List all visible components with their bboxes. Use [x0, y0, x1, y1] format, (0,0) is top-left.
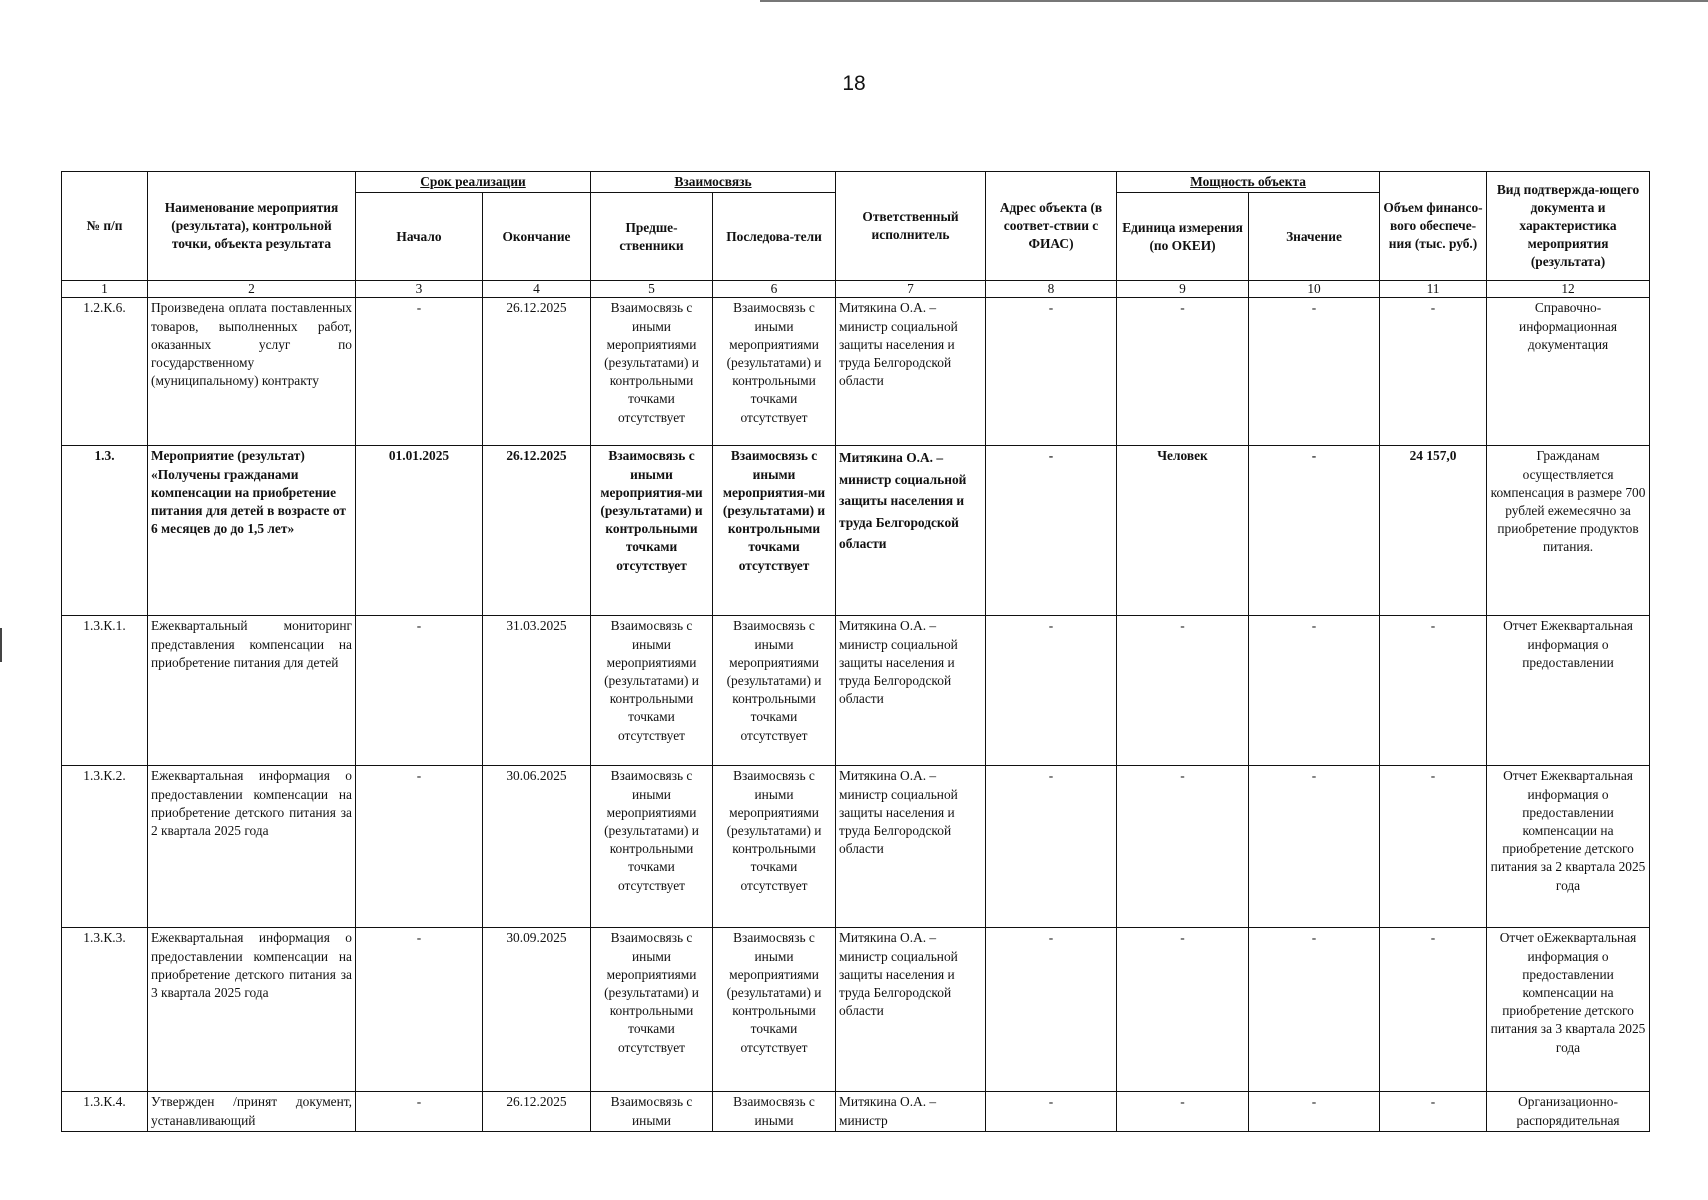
row-responsible: Митякина О.А. – министр социальной защиты населения и труда Белгородской области [836, 616, 986, 766]
page-number: 18 [842, 72, 866, 95]
column-number: 11 [1380, 281, 1487, 298]
row-successors: Взаимосвязь с иными мероприятия-ми (результатами) и контрольными точками отсутствует [713, 446, 836, 616]
header-address: Адрес объекта (в соответ-ствии с ФИАС) [986, 172, 1117, 281]
header-responsible: Ответственный исполнитель [836, 172, 986, 281]
row-predecessors: Взаимосвязь с иными мероприятиями (результатами) и контрольными точками отсутствует [591, 616, 713, 766]
activities-table [61, 171, 1650, 1132]
row-predecessors: Взаимосвязь с иными мероприятия-ми (результатами) и контрольными точками отсутствует [591, 446, 713, 616]
header-end: Окончание [483, 193, 591, 281]
row-end: 30.06.2025 [483, 766, 591, 928]
row-end: 31.03.2025 [483, 616, 591, 766]
row-document: Отчет Ежеквартальная информация о предоставлении [1487, 616, 1650, 766]
row-unit: - [1117, 298, 1249, 446]
row-successors: Взаимосвязь с иными мероприятиями (результатами) и контрольными точками отсутствует [713, 928, 836, 1092]
row-unit: - [1117, 616, 1249, 766]
row-successors: Взаимосвязь с иными мероприятиями (результатами) и контрольными точками отсутствует [713, 616, 836, 766]
column-number: 7 [836, 281, 986, 298]
table-row [62, 446, 1650, 616]
row-name: Утвержден /принят документ, устанавливающий [148, 1092, 356, 1132]
column-number: 4 [483, 281, 591, 298]
row-start: - [356, 1092, 483, 1132]
row-value: - [1249, 1092, 1380, 1132]
table-row [62, 1092, 1650, 1132]
row-address: - [986, 298, 1117, 446]
row-financing: - [1380, 298, 1487, 446]
column-number: 10 [1249, 281, 1380, 298]
row-address: - [986, 446, 1117, 616]
header-successors: Последова-тели [713, 193, 836, 281]
header-capacity: Мощность объекта [1117, 172, 1380, 193]
row-num: 1.3.К.1. [62, 616, 148, 766]
row-unit: - [1117, 928, 1249, 1092]
row-name: Ежеквартальная информация о предоставлении компенсации на приобретение детского питания за 2 квартала 2025 года [148, 766, 356, 928]
row-end: 26.12.2025 [483, 1092, 591, 1132]
row-num: 1.2.К.6. [62, 298, 148, 446]
row-financing: - [1380, 766, 1487, 928]
row-value: - [1249, 446, 1380, 616]
row-successors: Взаимосвязь с иными [713, 1092, 836, 1132]
row-document: Организационно-распорядительная [1487, 1092, 1650, 1132]
column-number-row [62, 281, 1650, 298]
row-document: Гражданам осуществляется компенсация в размере 700 рублей ежемесячно за приобретение продуктов питания. [1487, 446, 1650, 616]
row-responsible: Митякина О.А. – министр социальной защиты населения и труда Белгородской области [836, 766, 986, 928]
column-number: 1 [62, 281, 148, 298]
row-value: - [1249, 766, 1380, 928]
row-address: - [986, 766, 1117, 928]
row-end: 26.12.2025 [483, 298, 591, 446]
row-start: - [356, 766, 483, 928]
row-responsible: Митякина О.А. – министр социальной защиты населения и труда Белгородской области [836, 928, 986, 1092]
header-unit: Единица измерения (по ОКЕИ) [1117, 193, 1249, 281]
row-successors: Взаимосвязь с иными мероприятиями (результатами) и контрольными точками отсутствует [713, 298, 836, 446]
row-name: Мероприятие (результат) «Получены гражданами компенсации на приобретение питания для детей в возрасте от 6 месяцев до до 1,5 лет» [148, 446, 356, 616]
row-name: Произведена оплата поставленных товаров, выполненных работ, оказанных услуг по государственному (муниципальному) контракту [148, 298, 356, 446]
header-start: Начало [356, 193, 483, 281]
row-end: 30.09.2025 [483, 928, 591, 1092]
header-value: Значение [1249, 193, 1380, 281]
row-financing: 24 157,0 [1380, 446, 1487, 616]
row-start: - [356, 928, 483, 1092]
row-address: - [986, 616, 1117, 766]
row-end: 26.12.2025 [483, 446, 591, 616]
header-name: Наименование мероприятия (результата), контрольной точки, объекта результата [148, 172, 356, 281]
row-predecessors: Взаимосвязь с иными мероприятиями (результатами) и контрольными точками отсутствует [591, 766, 713, 928]
row-value: - [1249, 298, 1380, 446]
header-relation: Взаимосвязь [591, 172, 836, 193]
row-financing: - [1380, 616, 1487, 766]
row-value: - [1249, 928, 1380, 1092]
row-predecessors: Взаимосвязь с иными [591, 1092, 713, 1132]
row-responsible: Митякина О.А. – министр социальной защиты населения и труда Белгородской области [836, 298, 986, 446]
column-number: 8 [986, 281, 1117, 298]
row-num: 1.3.К.2. [62, 766, 148, 928]
column-number: 2 [148, 281, 356, 298]
row-num: 1.3. [62, 446, 148, 616]
column-number: 6 [713, 281, 836, 298]
header-num: № п/п [62, 172, 148, 281]
header-row-1 [62, 172, 1650, 193]
row-successors: Взаимосвязь с иными мероприятиями (результатами) и контрольными точками отсутствует [713, 766, 836, 928]
row-address: - [986, 928, 1117, 1092]
row-financing: - [1380, 1092, 1487, 1132]
top-border-line [760, 0, 1708, 2]
row-responsible: Митякина О.А. – министр социальной защиты населения и труда Белгородской области [836, 446, 986, 616]
row-unit: - [1117, 1092, 1249, 1132]
row-name: Ежеквартальный мониторинг представления компенсации на приобретение питания для детей [148, 616, 356, 766]
row-financing: - [1380, 928, 1487, 1092]
row-start: - [356, 616, 483, 766]
column-number: 3 [356, 281, 483, 298]
row-num: 1.3.К.4. [62, 1092, 148, 1132]
row-document: Отчет Ежеквартальная информация о предоставлении компенсации на приобретение детского питания за 2 квартала 2025 года [1487, 766, 1650, 928]
column-number: 12 [1487, 281, 1650, 298]
row-address: - [986, 1092, 1117, 1132]
table-row [62, 616, 1650, 766]
table-row [62, 928, 1650, 1092]
row-start: - [356, 298, 483, 446]
row-unit: - [1117, 766, 1249, 928]
table-row [62, 298, 1650, 446]
row-name: Ежеквартальная информация о предоставлении компенсации на приобретение детского питания за 3 квартала 2025 года [148, 928, 356, 1092]
margin-mark [0, 628, 2, 662]
column-number: 5 [591, 281, 713, 298]
row-responsible: Митякина О.А. – министр [836, 1092, 986, 1132]
table-row [62, 766, 1650, 928]
row-num: 1.3.К.3. [62, 928, 148, 1092]
header-predecessors: Предше-ственники [591, 193, 713, 281]
header-document: Вид подтвержда-ющего документа и характеристика мероприятия (результата) [1487, 172, 1650, 281]
row-document: Справочно-информационная документация [1487, 298, 1650, 446]
header-financing: Объем финансо-вого обеспече-ния (тыс. руб.) [1380, 172, 1487, 281]
row-predecessors: Взаимосвязь с иными мероприятиями (результатами) и контрольными точками отсутствует [591, 928, 713, 1092]
row-predecessors: Взаимосвязь с иными мероприятиями (результатами) и контрольными точками отсутствует [591, 298, 713, 446]
row-value: - [1249, 616, 1380, 766]
row-unit: Человек [1117, 446, 1249, 616]
row-document: Отчет оЕжеквартальная информация о предоставлении компенсации на приобретение детского питания за 3 квартала 2025 года [1487, 928, 1650, 1092]
column-number: 9 [1117, 281, 1249, 298]
header-period: Срок реализации [356, 172, 591, 193]
row-start: 01.01.2025 [356, 446, 483, 616]
